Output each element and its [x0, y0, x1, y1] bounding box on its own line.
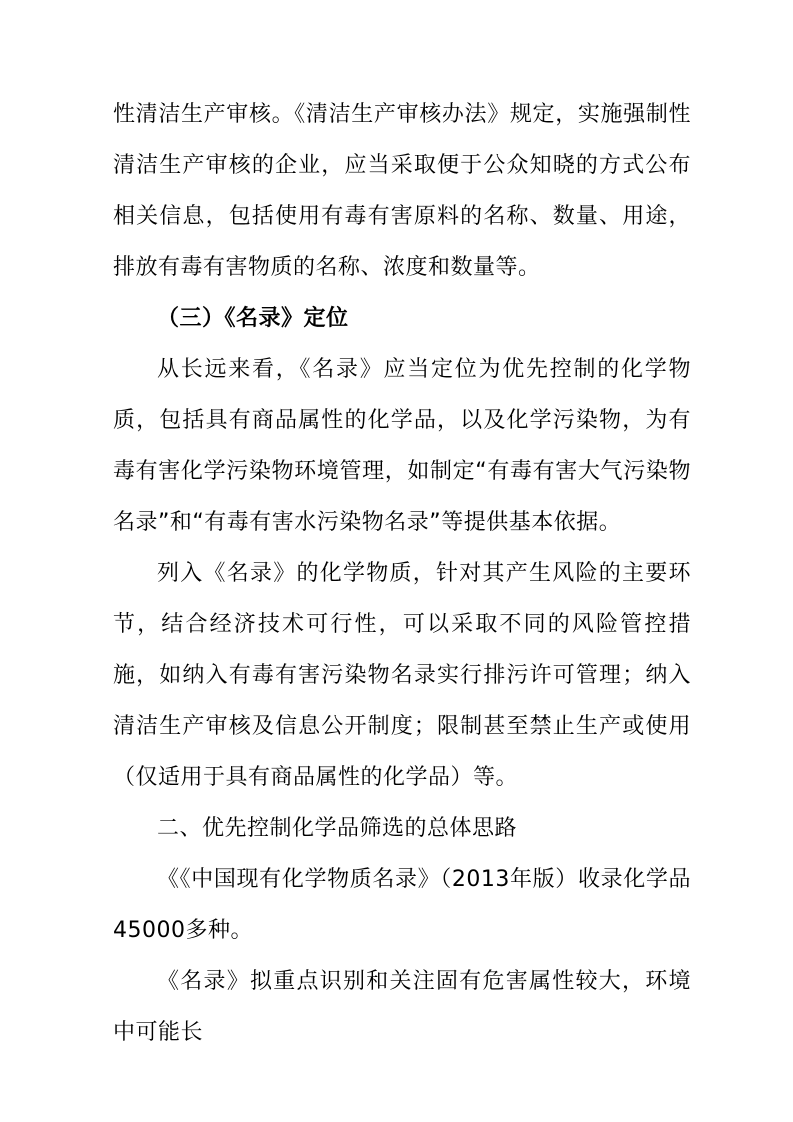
document-content [113, 89, 691, 1058]
heading-section-3-minglu-positioning: （三）《名录》定位 [157, 306, 349, 331]
paragraph-minglu-positioning: 从长远来看，《名录》应当定位为优先控制的化学物质，包括具有商品属性的化学品，以及化学污染物，为有毒有害化学污染物环境管理，如制定“有毒有害大气污染物名录”和“有毒有害水污染物名录”等提供基本依据。 [113, 357, 691, 535]
paragraph-risk-control-measures: 列入《名录》的化学物质，针对其产生风险的主要环节，结合经济技术可行性，可以采取不同的风险管控措施，如纳入有毒有害污染物名录实行排污许可管理；纳入清洁生产审核及信息公开制度；限制甚至禁止生产或使用（仅适用于具有商品属性的化学品）等。 [113, 561, 691, 790]
heading-section-2-screening-approach: 二、优先控制化学品筛选的总体思路 [157, 816, 518, 841]
paragraph-clean-production-audit: 性清洁生产审核。《清洁生产审核办法》规定，实施强制性清洁生产审核的企业，应当采取便于公众知晓的方式公布相关信息，包括使用有毒有害原料的名称、数量、用途，排放有毒有害物质的名称、浓度和数量等。 [113, 102, 691, 280]
paragraph-chemical-inventory-2013: 《《中国现有化学物质名录》（2013年版）收录化学品45000多种。 [113, 867, 691, 943]
paragraph-hazard-identification: 《名录》拟重点识别和关注固有危害属性较大，环境中可能长 [113, 969, 691, 1045]
